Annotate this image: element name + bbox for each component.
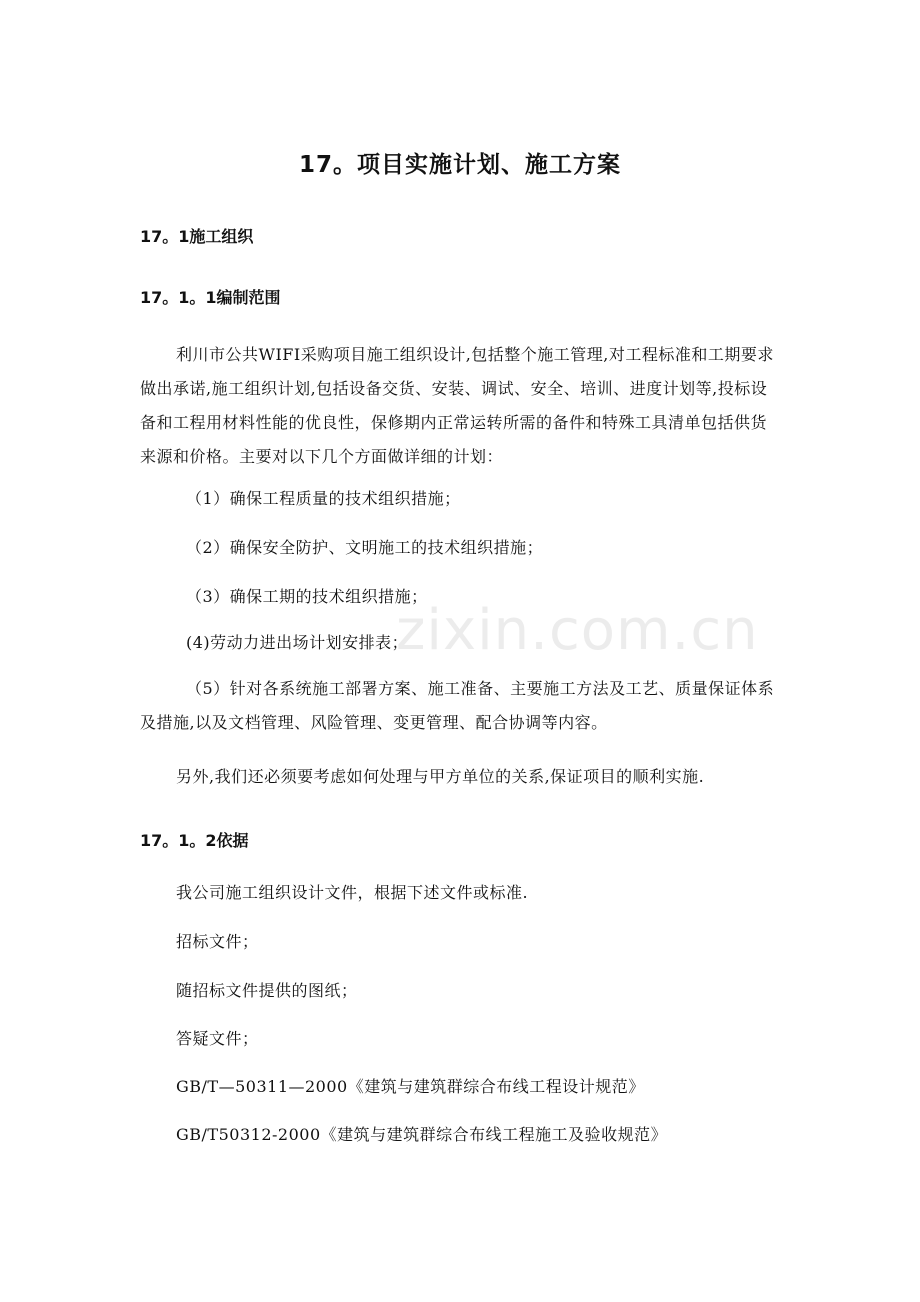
list-item: （3）确保工期的技术组织措施； (186, 587, 428, 606)
subsection-heading: 17。1。2依据 (140, 831, 249, 850)
list-item: （1）确保工程质量的技术组织措施； (186, 489, 461, 508)
watermark: zixin.com.cn (396, 598, 759, 663)
subsection-heading: 17。1。1编制范围 (140, 288, 281, 307)
document-title: 17。项目实施计划、施工方案 (298, 152, 621, 178)
section-heading: 17。1施工组织 (140, 227, 254, 246)
list-item: （2）确保安全防护、文明施工的技术组织措施； (186, 538, 544, 557)
basis-item: GB/T50312-2000《建筑与建筑群综合布线工程施工及验收规范》 (176, 1125, 668, 1144)
basis-item: GB/T—50311—2000《建筑与建筑群综合布线工程设计规范》 (176, 1077, 645, 1096)
list-item: （5）针对各系统施工部署方案、施工准备、主要施工方法及工艺、质量保证体系及措施,以及文档管理、风险管理、变更管理、配合协调等内容。 (140, 679, 775, 732)
basis-item: 答疑文件； (176, 1029, 259, 1048)
basis-item: 随招标文件提供的图纸； (176, 981, 358, 1000)
scope-paragraph: 利川市公共WIFI采购项目施工组织设计,包括整个施工管理,对工程标准和工期要求做出承诺,施工组织计划,包括设备交货、安装、调试、安全、培训、进度计划等,投标设备和工程用材料性能的优良性，保修期内正常运转所需的备件和特殊工具清单包括供货来源和价格。主要对以下几个方面做详细的计划： (140, 345, 774, 466)
list-item: (4)劳动力进出场计划安排表； (186, 633, 409, 652)
basis-item: 招标文件； (176, 932, 259, 951)
basis-item: 我公司施工组织设计文件，根据下述文件或标准. (176, 883, 529, 902)
relations-paragraph: 另外,我们还必须要考虑如何处理与甲方单位的关系,保证项目的顺利实施. (176, 767, 705, 786)
